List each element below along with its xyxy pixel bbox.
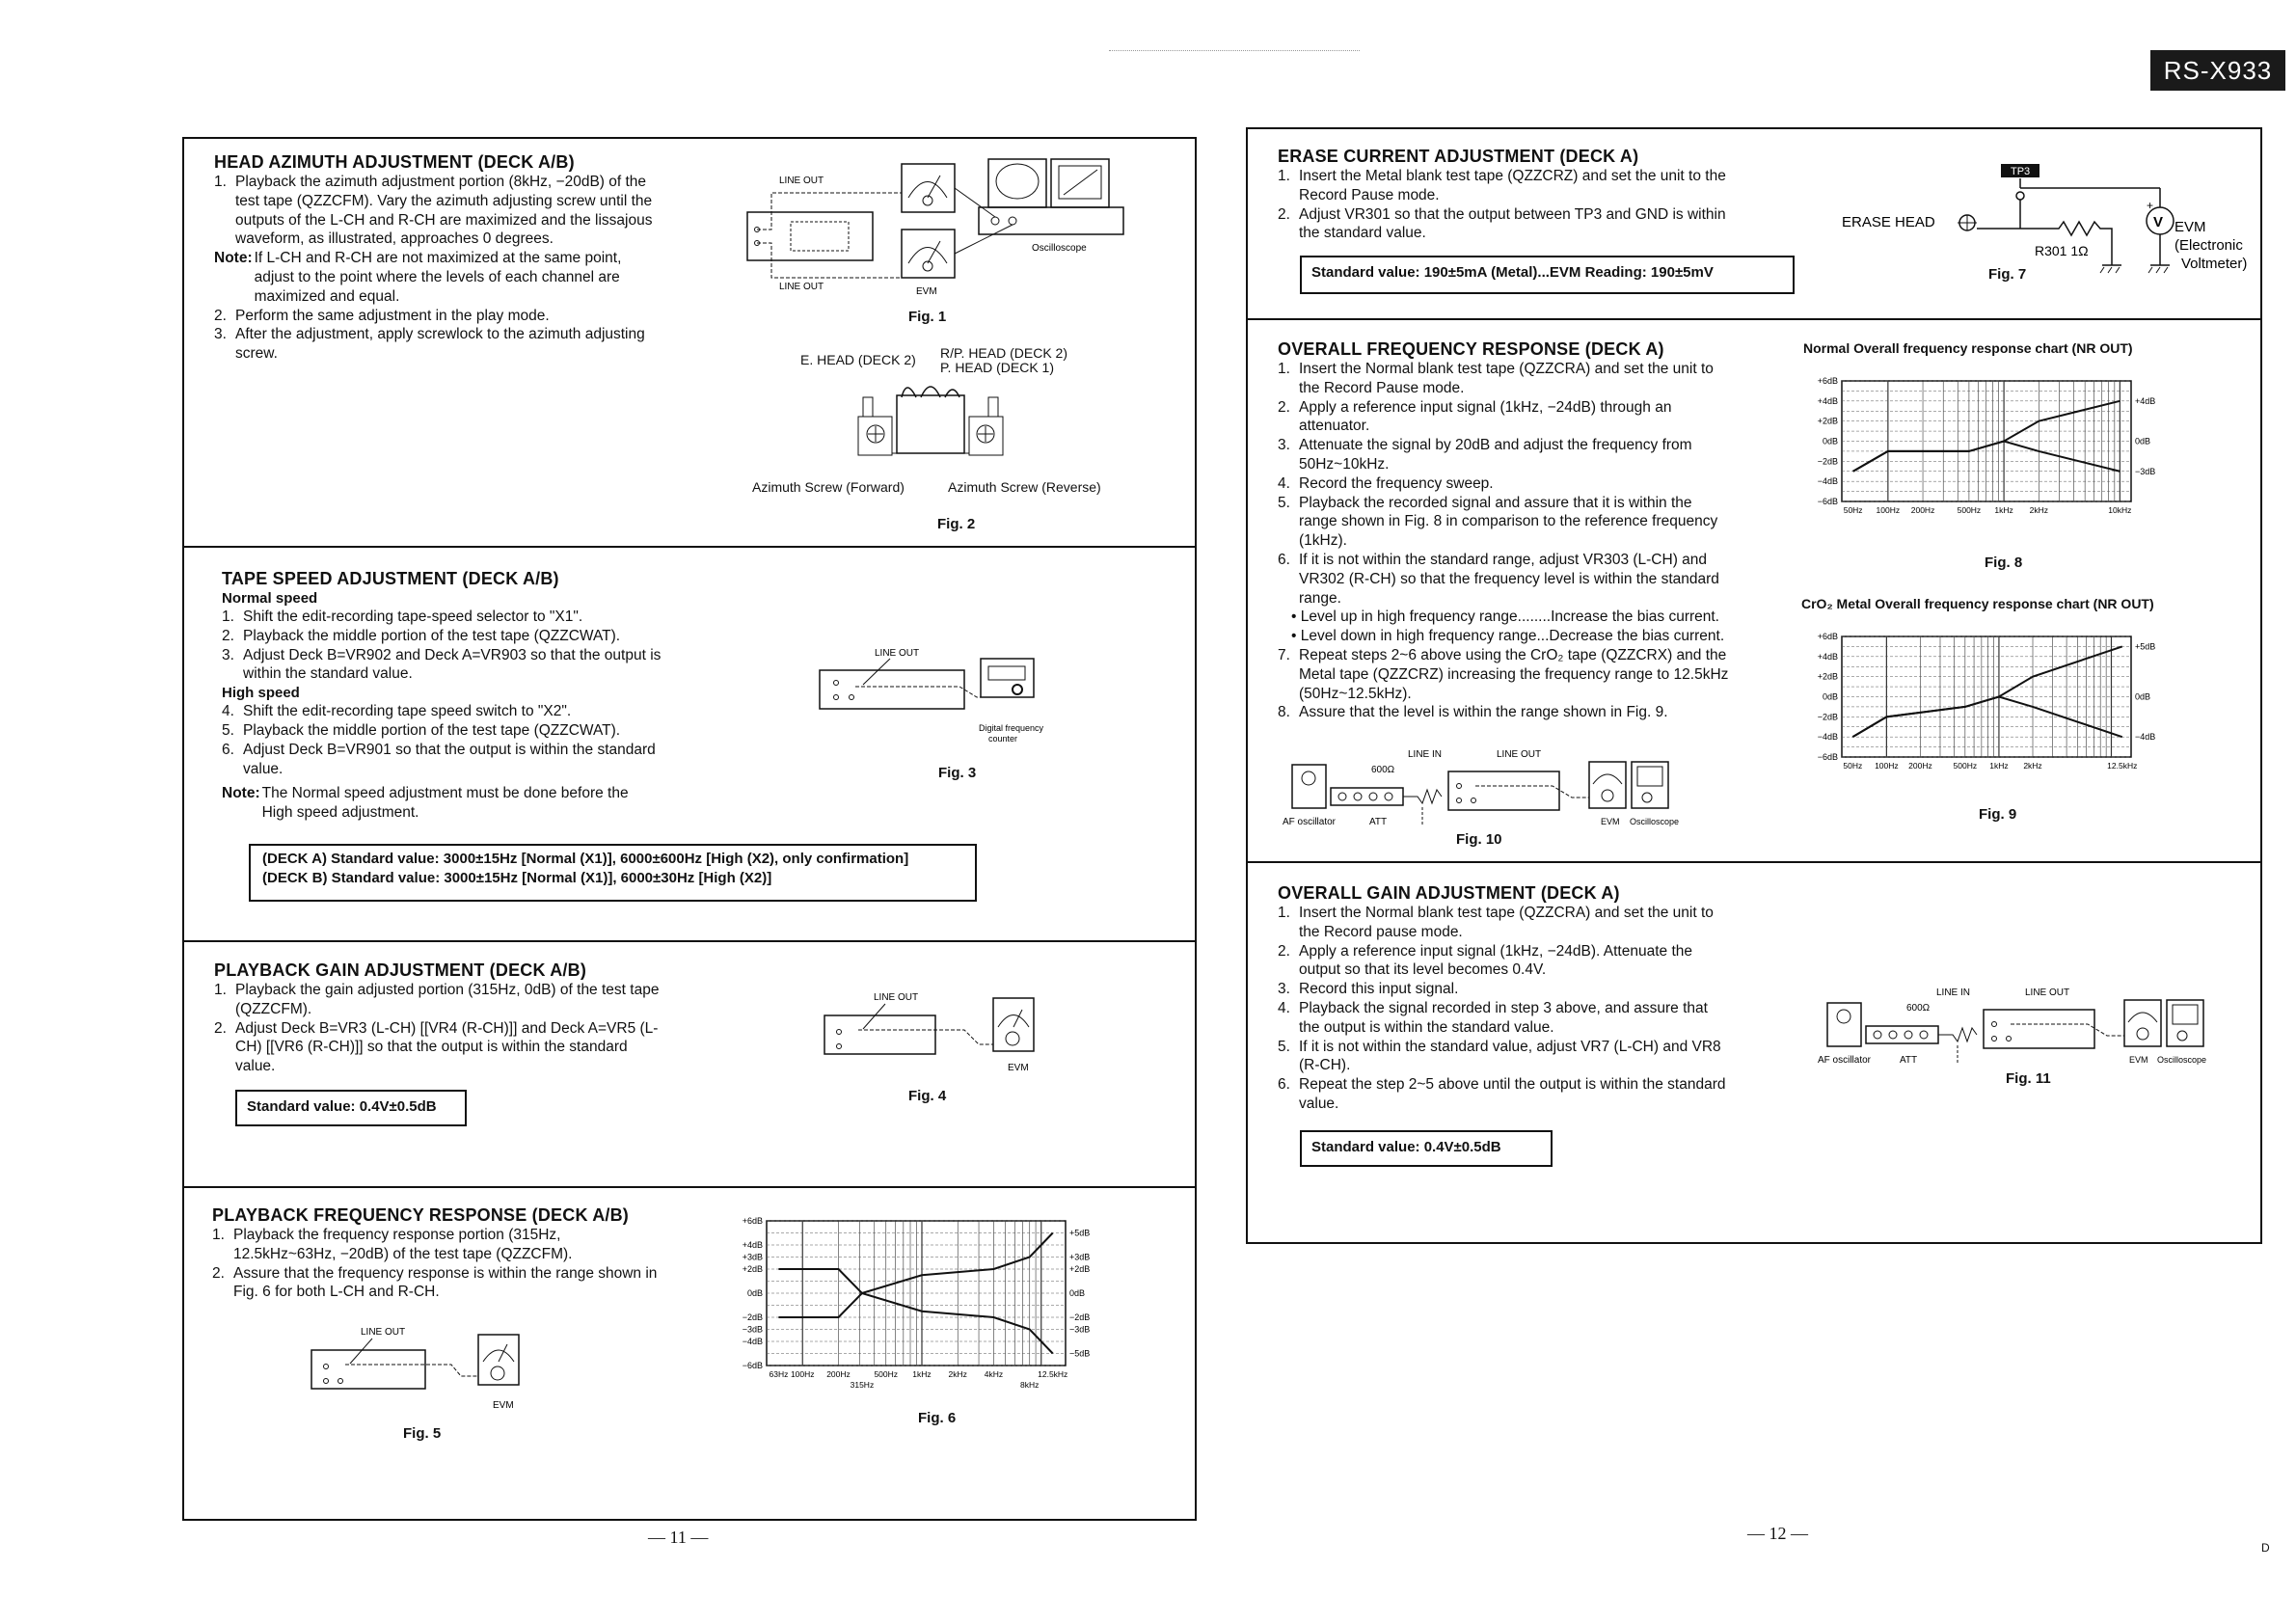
step: 3. Record this input signal. — [1278, 981, 1459, 998]
step: 1. Playback the frequency response portion (315Hz, 12.5kHz~63Hz, −20dB) of the test tape (QZZCFM). — [212, 1227, 573, 1262]
y-tick-label: +3dB — [1069, 1252, 1091, 1262]
fig4-diagram — [820, 988, 1051, 1080]
fig1-label: EVM — [916, 286, 937, 297]
step: 1. Insert the Metal blank test tape (QZZCRZ) and set the unit to the Record Pause mode. — [1278, 168, 1726, 203]
x-tick-label: 4kHz — [984, 1369, 1004, 1379]
fig1-label: LINE OUT — [779, 282, 824, 292]
x-tick-label: 500Hz — [874, 1369, 899, 1379]
overall-frequency-section — [1278, 339, 1794, 722]
x-tick-label: 315Hz — [850, 1380, 875, 1390]
standard-value: (DECK A) Standard value: 3000±15Hz [Normal (X1)], 6000±600Hz [High (X2), only confirmation] — [262, 851, 909, 867]
fig7-diagram — [1842, 159, 2262, 284]
step: 1. Insert the Normal blank test tape (QZZCRA) and set the unit to the Record pause mode. — [1278, 905, 1714, 940]
y-tick-label: +2dB — [742, 1264, 763, 1274]
y-tick-label: −4dB — [1817, 476, 1838, 487]
y-tick-label: −4dB — [2135, 732, 2156, 743]
x-tick-label: 1kHz — [1994, 505, 2013, 515]
step: 5. If it is not within the standard value, adjust VR7 (L-CH) and VR8 (R-CH). — [1278, 1038, 1721, 1074]
subheading: Normal speed — [222, 590, 318, 607]
svg-text:LINE IN: LINE IN — [1936, 987, 1971, 998]
step: 3. Adjust Deck B=VR902 and Deck A=VR903 so that the output is within the standard value. — [222, 646, 662, 683]
step: 3. Attenuate the signal by 20dB and adjust the frequency from 50Hz~10kHz. — [1278, 437, 1692, 473]
x-tick-label: 200Hz — [826, 1369, 851, 1379]
x-tick-label: 50Hz — [1843, 505, 1863, 515]
fig8-chart — [1801, 362, 2187, 540]
bullet: • Level up in high frequency range........Increase the bias current. — [1291, 609, 1719, 626]
step: 2. Apply a reference input signal (1kHz, −24dB) through an attenuator. — [1278, 398, 1672, 435]
fig2-label: E. HEAD (DECK 2) — [800, 352, 916, 367]
svg-text:AF oscillator: AF oscillator — [1818, 1055, 1872, 1066]
fig10-diagram — [1283, 747, 1688, 834]
bullet: • Level down in high frequency range...Decrease the bias current. — [1291, 628, 1725, 645]
step: 1. Playback the azimuth adjustment portion (8kHz, −20dB) of the test tape (QZZCFM). Vary the azimuth adjusting screw until the outputs of the L-CH and R-CH are maximized and the lissajous waveform, as illustrated, approaches 0 degrees. — [214, 174, 653, 248]
x-tick-label: 10kHz — [2108, 505, 2132, 515]
step: 3. After the adjustment, apply screwlock to the azimuth adjusting screw. — [214, 326, 645, 363]
step: 1. Shift the edit-recording tape-speed selector to "X1". — [222, 609, 583, 625]
y-tick-label: 0dB — [746, 1288, 763, 1298]
y-tick-label: −2dB — [1069, 1312, 1091, 1322]
fig6-chart — [728, 1213, 1128, 1392]
y-tick-label: −3dB — [1069, 1324, 1091, 1335]
tape-speed-section — [222, 569, 662, 823]
x-tick-label: 2kHz — [948, 1369, 967, 1379]
note: Note: If L-CH and R-CH are not maximized at the same point, adjust to the point where the levels of each channel are maximized and equal. — [214, 250, 622, 305]
y-tick-label: −5dB — [1069, 1348, 1091, 1359]
step: 2. Perform the same adjustment in the play mode. — [214, 307, 550, 324]
step: 1. Insert the Normal blank test tape (QZZCRA) and set the unit to the Record Pause mode. — [1278, 361, 1714, 396]
y-tick-label: −4dB — [742, 1337, 763, 1346]
y-tick-label: +4dB — [2135, 395, 2156, 406]
standard-value: (DECK B) Standard value: 3000±15Hz [Normal (X1)], 6000±30Hz [High (X2)] — [262, 870, 772, 886]
svg-text:EVM: EVM — [1601, 817, 1620, 826]
fig1-diagram — [743, 154, 1133, 299]
fig7-label: (Electronic — [2174, 237, 2243, 254]
fig2-label: Azimuth Screw (Forward) — [752, 479, 905, 495]
fig5-diagram — [307, 1323, 538, 1420]
playback-frequency-section — [212, 1205, 658, 1302]
subheading: High speed — [222, 685, 300, 702]
x-tick-label: 500Hz — [1953, 761, 1978, 771]
series-line-1 — [778, 1233, 1052, 1294]
y-tick-label: −2dB — [1817, 456, 1838, 467]
divider — [1246, 318, 2262, 320]
y-tick-label: −3dB — [2135, 466, 2156, 476]
step: 2. Assure that the frequency response is within the range shown in Fig. 6 for both L-CH and R-CH. — [212, 1264, 658, 1301]
x-tick-label: 12.5kHz — [2107, 761, 2138, 771]
fig7-label: R301 1Ω — [2035, 243, 2089, 258]
step: 2. Playback the middle portion of the test tape (QZZCWAT). — [222, 627, 621, 644]
x-tick-label: 200Hz — [1908, 761, 1932, 771]
y-tick-label: +4dB — [1817, 395, 1838, 406]
svg-text:AF oscillator: AF oscillator — [1283, 817, 1337, 827]
section-title: ERASE CURRENT ADJUSTMENT (DECK A) — [1278, 147, 1639, 166]
pb-gain-standard-box: Standard value: 0.4V±0.5dB — [235, 1090, 467, 1126]
chart8-title: Normal Overall frequency response chart (NR OUT) — [1803, 340, 2133, 356]
y-tick-label: +6dB — [1817, 376, 1838, 386]
section-title: PLAYBACK FREQUENCY RESPONSE (DECK A/B) — [212, 1205, 629, 1225]
y-tick-label: −2dB — [742, 1312, 763, 1322]
svg-text:TP3: TP3 — [2011, 166, 2031, 177]
overall-gain-section — [1278, 883, 1731, 1114]
x-tick-label: 1kHz — [912, 1369, 932, 1379]
fig11-caption: Fig. 11 — [2006, 1070, 2051, 1087]
fig8-caption: Fig. 8 — [1985, 555, 2023, 571]
corner-mark: D — [2261, 1541, 2270, 1555]
y-tick-label: −6dB — [742, 1361, 763, 1370]
y-tick-label: +6dB — [742, 1216, 763, 1226]
fig2-diagram — [849, 376, 1013, 473]
fig2-label: R/P. HEAD (DECK 2) — [940, 345, 1067, 361]
section-title: PLAYBACK GAIN ADJUSTMENT (DECK A/B) — [214, 960, 587, 980]
svg-text:Digital frequency: Digital frequency — [979, 723, 1044, 733]
y-tick-label: −6dB — [1817, 752, 1838, 762]
x-tick-label: 100Hz — [1875, 761, 1899, 771]
section-title: TAPE SPEED ADJUSTMENT (DECK A/B) — [222, 569, 559, 588]
x-tick-label: 100Hz — [1876, 505, 1901, 515]
fig2-label: Azimuth Screw (Reverse) — [948, 479, 1101, 495]
series-line-2 — [1853, 442, 2120, 472]
x-tick-label: 100Hz — [790, 1369, 815, 1379]
step: 4. Record the frequency sweep. — [1278, 474, 1494, 492]
svg-text:EVM: EVM — [493, 1400, 514, 1411]
divider — [182, 940, 1197, 942]
fig7-label: ERASE HEAD — [1842, 214, 1935, 230]
svg-text:Oscilloscope: Oscilloscope — [2157, 1055, 2207, 1065]
svg-text:V: V — [2153, 214, 2164, 230]
fig9-caption: Fig. 9 — [1979, 806, 2017, 823]
fig1-label: Oscilloscope — [1032, 243, 1087, 254]
divider — [182, 1186, 1197, 1188]
y-tick-label: −6dB — [1817, 497, 1838, 506]
page-number-left: — 11 — — [648, 1528, 709, 1547]
model-badge: RS-X933 — [2150, 50, 2285, 91]
divider — [1246, 861, 2262, 863]
x-tick-label: 50Hz — [1843, 761, 1863, 771]
fig7-caption: Fig. 7 — [1988, 266, 2027, 283]
step: 2. Apply a reference input signal (1kHz, −24dB). Attenuate the output so that its level becomes 0.4V. — [1278, 942, 1692, 979]
erase-current-section — [1278, 147, 1731, 243]
chart9-title: CrO₂ Metal Overall frequency response chart (NR OUT) — [1801, 596, 2154, 611]
y-tick-label: +2dB — [1069, 1264, 1091, 1274]
section-title: HEAD AZIMUTH ADJUSTMENT (DECK A/B) — [214, 152, 575, 172]
svg-text:LINE OUT: LINE OUT — [2025, 987, 2070, 998]
svg-text:LINE IN: LINE IN — [1408, 749, 1443, 760]
svg-text:LINE OUT: LINE OUT — [875, 648, 920, 659]
fig10-caption: Fig. 10 — [1456, 831, 1502, 848]
fig11-diagram — [1818, 986, 2223, 1072]
series-line-2 — [778, 1293, 1052, 1354]
section-title: OVERALL GAIN ADJUSTMENT (DECK A) — [1278, 883, 1620, 903]
svg-text:ATT: ATT — [1900, 1055, 1918, 1066]
y-tick-label: +6dB — [1817, 632, 1838, 641]
fig1-caption: Fig. 1 — [908, 309, 947, 325]
y-tick-label: +4dB — [742, 1240, 763, 1250]
fig3-caption: Fig. 3 — [938, 765, 977, 781]
fig9-chart — [1801, 617, 2187, 796]
fig2-label: P. HEAD (DECK 1) — [940, 360, 1054, 375]
y-tick-label: −3dB — [742, 1324, 763, 1335]
fig6-caption: Fig. 6 — [918, 1410, 957, 1426]
overall-gain-standard-box: Standard value: 0.4V±0.5dB — [1300, 1130, 1553, 1167]
y-tick-label: 0dB — [1069, 1288, 1086, 1298]
y-tick-label: 0dB — [2135, 436, 2151, 446]
y-tick-label: +4dB — [1817, 651, 1838, 662]
y-tick-label: 0dB — [1822, 436, 1838, 446]
svg-text:ATT: ATT — [1369, 817, 1388, 827]
y-tick-label: +5dB — [1069, 1228, 1091, 1238]
y-tick-label: 0dB — [1822, 691, 1838, 702]
fig3-diagram — [815, 641, 1056, 747]
step: 2. Adjust VR301 so that the output between TP3 and GND is within the standard value. — [1278, 205, 1726, 242]
step: 8. Assure that the level is within the range shown in Fig. 9. — [1278, 704, 1668, 721]
fig1-label: LINE OUT — [779, 176, 824, 186]
svg-text:600Ω: 600Ω — [1906, 1003, 1931, 1014]
y-tick-label: 0dB — [2135, 691, 2151, 702]
step: 5. Playback the recorded signal and assure that it is within the range shown in Fig. 8 in comparison to the reference frequency (1kHz). — [1278, 494, 1718, 550]
svg-text:LINE OUT: LINE OUT — [1497, 749, 1542, 760]
erase-standard-box: Standard value: 190±5mA (Metal)...EVM Reading: 190±5mV — [1300, 256, 1795, 294]
fig4-caption: Fig. 4 — [908, 1088, 947, 1104]
y-tick-label: −4dB — [1817, 732, 1838, 743]
x-tick-label: 2kHz — [2023, 761, 2042, 771]
svg-text:Oscilloscope: Oscilloscope — [1630, 817, 1680, 826]
x-tick-label: 12.5kHz — [1038, 1369, 1068, 1379]
step: 4. Shift the edit-recording tape speed switch to "X2". — [222, 703, 572, 720]
step: 2. Adjust Deck B=VR3 (L-CH) [[VR4 (R-CH)]] and Deck A=VR5 (L-CH) [[VR6 (R-CH)]] so that the output is within the standard value. — [214, 1019, 659, 1075]
step: 4. Playback the signal recorded in step 3 above, and assure that the output is within the standard value. — [1278, 999, 1708, 1036]
y-tick-label: +2dB — [1817, 416, 1838, 426]
step: 5. Playback the middle portion of the test tape (QZZCWAT). — [222, 721, 621, 739]
tape-speed-standard-box — [249, 844, 977, 902]
section-title: OVERALL FREQUENCY RESPONSE (DECK A) — [1278, 339, 1664, 359]
x-tick-label: 63Hz — [769, 1369, 789, 1379]
svg-text:600Ω: 600Ω — [1371, 765, 1395, 775]
playback-gain-section — [214, 960, 661, 1076]
step: 1. Playback the gain adjusted portion (315Hz, 0dB) of the test tape (QZZCFM). — [214, 982, 660, 1017]
svg-text:+: + — [2147, 199, 2154, 212]
fig7-label: Voltmeter) — [2181, 256, 2248, 272]
page-number-right: — 12 — — [1747, 1524, 1808, 1543]
x-tick-label: 200Hz — [1910, 505, 1935, 515]
svg-text:EVM: EVM — [2129, 1055, 2148, 1065]
note: Note: The Normal speed adjustment must be done before the High speed adjustment. — [222, 785, 629, 822]
x-tick-label: 2kHz — [2029, 505, 2048, 515]
svg-text:EVM: EVM — [1008, 1063, 1029, 1073]
x-tick-label: 500Hz — [1957, 505, 1982, 515]
divider — [182, 546, 1197, 548]
fig5-caption: Fig. 5 — [403, 1425, 442, 1442]
y-tick-label: −2dB — [1817, 712, 1838, 722]
svg-text:LINE OUT: LINE OUT — [361, 1327, 406, 1338]
step: 7. Repeat steps 2~6 above using the CrO₂ tape (QZZCRX) and the Metal tape (QZZCRZ) increasing the frequency range to 12.5kHz (50Hz~12.5kHz). — [1278, 646, 1729, 702]
x-tick-label: 8kHz — [1020, 1380, 1040, 1390]
fig2-caption: Fig. 2 — [937, 516, 976, 532]
step: 6. Adjust Deck B=VR901 so that the output is within the standard value. — [222, 741, 656, 777]
head-azimuth-section — [214, 152, 658, 364]
top-scan-line — [1109, 50, 1360, 51]
svg-text:LINE OUT: LINE OUT — [874, 992, 919, 1003]
y-tick-label: +3dB — [742, 1252, 763, 1262]
step: 6. If it is not within the standard range, adjust VR303 (L-CH) and VR302 (R-CH) so that the frequency level is within the standard range. — [1278, 551, 1719, 607]
step: 6. Repeat the step 2~5 above until the output is within the standard value. — [1278, 1076, 1726, 1112]
fig7-label: EVM — [2174, 219, 2206, 235]
y-tick-label: +2dB — [1817, 671, 1838, 682]
x-tick-label: 1kHz — [1989, 761, 2009, 771]
y-tick-label: +5dB — [2135, 641, 2156, 652]
svg-text:counter: counter — [988, 734, 1018, 744]
